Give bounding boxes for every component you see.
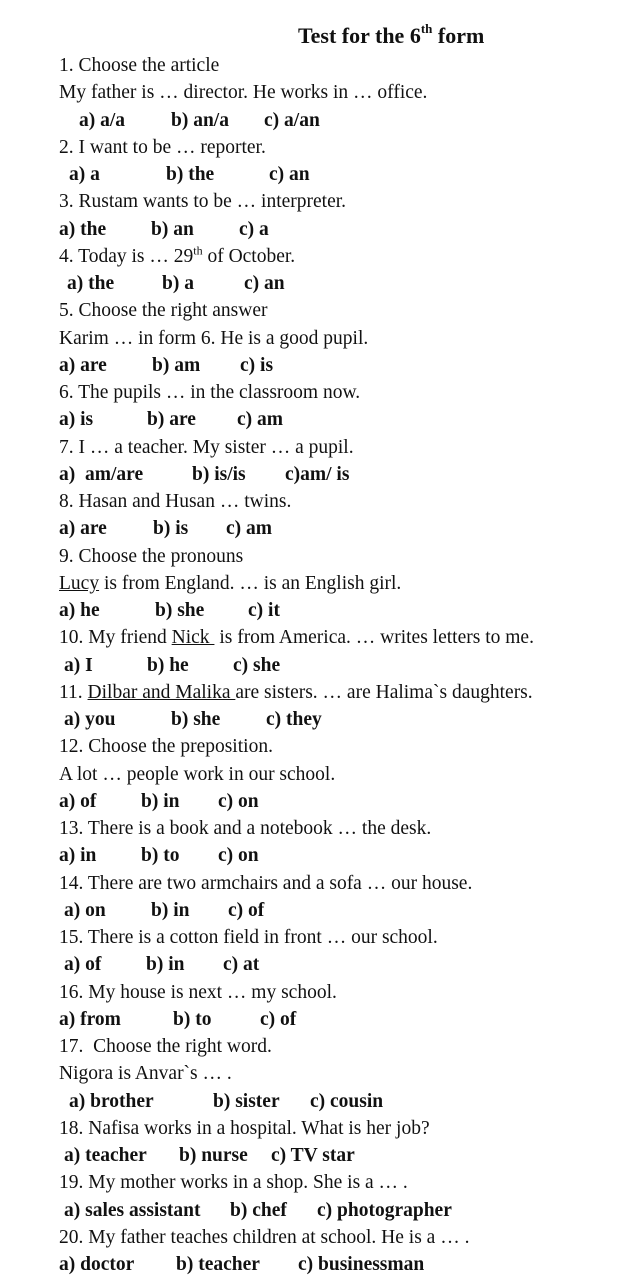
answer-option: a) are [59, 354, 107, 376]
answer-option: b) nurse [179, 1145, 248, 1166]
answer-option: a) a [69, 164, 100, 185]
question-text: 1. Choose the article [59, 55, 220, 76]
title-superscript: th [420, 20, 433, 36]
question-list [0, 52, 639, 1278]
answer-option: b) in [146, 954, 185, 976]
answer-option: a) a/a [79, 109, 126, 131]
question-line [0, 924, 639, 951]
answer-options [0, 515, 639, 542]
title-main: Test for the 6 [298, 23, 421, 48]
answer-option: b) she [155, 600, 205, 621]
answer-options [0, 107, 639, 134]
answer-option: c) she [233, 654, 281, 676]
answer-option: b) teacher [176, 1254, 260, 1275]
question-line [0, 679, 639, 706]
answer-option: c) a/an [264, 109, 320, 131]
page-title [0, 22, 639, 50]
answer-option: c) on [218, 845, 259, 867]
question-text: A lot … people work in our school. [59, 763, 336, 785]
answer-option: c) is [240, 354, 274, 376]
question-line [0, 570, 639, 597]
question-text: Karim … in form 6. He is a good pupil. [59, 327, 369, 349]
answer-option: c)am/ is [285, 463, 350, 485]
answer-option: c) TV star [271, 1145, 355, 1166]
question-line [0, 297, 639, 324]
answer-option: c) of [260, 1008, 297, 1030]
answer-options [0, 706, 639, 733]
text-segment: 10. My friend [59, 627, 172, 649]
answer-option: a) of [64, 954, 102, 976]
answer-option: a) am/are [59, 463, 144, 485]
text-segment: are sisters. … are Halima`s daughters. [235, 681, 533, 703]
answer-option: b) a [162, 273, 194, 294]
question-line [0, 434, 639, 461]
answer-options [0, 842, 639, 869]
answer-option: c) cousin [310, 1090, 384, 1112]
answer-option: b) to [173, 1008, 212, 1030]
question-line [0, 79, 639, 106]
question-line [0, 761, 639, 788]
question-text: 19. My mother works in a shop. She is a … . [59, 1172, 408, 1194]
answer-option: b) to [141, 845, 180, 867]
question-text: 5. Choose the right answer [59, 300, 268, 322]
answer-option: a) I [64, 654, 93, 676]
answer-option: c) am [237, 409, 284, 431]
answer-option: c) an [269, 164, 310, 185]
underlined-word: Lucy [59, 572, 100, 594]
question-line [0, 815, 639, 842]
question-text: My father is … director. He works in … office. [59, 82, 428, 104]
answer-option: a) are [59, 518, 107, 540]
question-line [0, 379, 639, 406]
text-segment: 11. [59, 681, 88, 703]
question-text: 18. Nafisa works in a hospital. What is her job? [59, 1117, 430, 1139]
question-line [0, 543, 639, 570]
answer-option: a) you [64, 709, 116, 730]
answer-option: c) an [244, 273, 285, 294]
answer-options [0, 1251, 639, 1278]
answer-options [0, 406, 639, 433]
answer-options [0, 788, 639, 815]
answer-options [0, 270, 639, 297]
question-line [0, 188, 639, 215]
question-text: Nigora is Anvar`s … . [59, 1063, 232, 1085]
question-text: 7. I … a teacher. My sister … a pupil. [59, 436, 354, 458]
question-line [0, 325, 639, 352]
answer-option: b) is [153, 518, 189, 540]
answer-option: a) the [59, 218, 107, 240]
answer-option: a) on [64, 899, 106, 921]
answer-option: b) chef [230, 1199, 287, 1221]
question-text: 15. There is a cotton field in front … our school. [59, 927, 438, 948]
question-text: 2. I want to be … reporter. [59, 136, 266, 158]
question-line [0, 52, 639, 79]
answer-options [0, 897, 639, 924]
question-line [0, 979, 639, 1006]
answer-option: a) sales assistant [64, 1199, 201, 1221]
text-segment: of October. [202, 245, 296, 267]
answer-option: c) businessman [298, 1254, 425, 1275]
question-text: 9. Choose the pronouns [59, 545, 244, 567]
question-text: 13. There is a book and a notebook … the desk. [59, 818, 432, 839]
answer-options [0, 352, 639, 379]
answer-options [0, 1006, 639, 1033]
question-line [0, 243, 639, 270]
answer-option: a) of [59, 790, 97, 812]
underlined-word: Nick [171, 627, 215, 649]
answer-option: c) it [248, 600, 280, 621]
answer-option: b) in [141, 790, 180, 812]
answer-option: c) a [239, 218, 269, 240]
answer-option: a) in [59, 845, 97, 867]
question-text: 17. Choose the right word. [59, 1036, 272, 1057]
answer-options [0, 652, 639, 679]
answer-option: b) is/is [192, 463, 246, 485]
answer-options [0, 461, 639, 488]
answer-options [0, 216, 639, 243]
answer-options [0, 1197, 639, 1224]
answer-option: b) sister [213, 1090, 280, 1112]
answer-option: c) of [228, 899, 265, 921]
answer-option: a) doctor [59, 1254, 135, 1275]
answer-option: c) am [226, 518, 273, 540]
answer-options [0, 597, 639, 624]
answer-option: a) is [59, 409, 94, 431]
answer-option: c) on [218, 790, 259, 812]
answer-option: a) the [67, 273, 115, 294]
question-line [0, 1060, 639, 1087]
answer-option: b) the [166, 164, 215, 185]
superscript: th [193, 243, 203, 258]
text-segment: is from America. … writes letters to me. [214, 627, 534, 649]
question-line [0, 488, 639, 515]
answer-option: a) brother [69, 1090, 154, 1112]
answer-options [0, 951, 639, 978]
question-line [0, 1115, 639, 1142]
question-text: 8. Hasan and Husan … twins. [59, 491, 292, 512]
answer-options [0, 1142, 639, 1169]
question-line [0, 624, 639, 651]
answer-option: b) an/a [171, 109, 229, 131]
answer-option: c) they [266, 709, 322, 730]
question-line [0, 870, 639, 897]
underlined-word: Dilbar and Malika [87, 681, 236, 703]
answer-option: b) she [171, 709, 221, 730]
question-text: 6. The pupils … in the classroom now. [59, 382, 361, 403]
answer-option: c) at [223, 954, 260, 976]
text-segment: 4. Today is … 29 [59, 245, 194, 267]
answer-option: b) are [147, 409, 196, 431]
question-text: 20. My father teaches children at school. He is a … . [59, 1226, 470, 1248]
question-line [0, 733, 639, 760]
title-tail: form [432, 23, 485, 48]
answer-option: b) he [147, 654, 189, 676]
answer-option: b) am [152, 354, 201, 376]
question-text: 14. There are two armchairs and a sofa … our house. [59, 872, 473, 894]
answer-option: b) an [151, 218, 194, 240]
question-line [0, 1033, 639, 1060]
answer-option: b) in [151, 899, 190, 921]
question-text: 16. My house is next … my school. [59, 981, 337, 1003]
answer-option: a) he [59, 600, 100, 621]
answer-options [0, 1088, 639, 1115]
question-line [0, 1224, 639, 1251]
question-line [0, 1169, 639, 1196]
answer-option: c) photographer [317, 1199, 452, 1221]
question-text: 12. Choose the preposition. [59, 736, 273, 758]
answer-option: a) teacher [64, 1145, 147, 1166]
question-text: 3. Rustam wants to be … interpreter. [59, 191, 347, 213]
answer-option: a) from [59, 1008, 121, 1030]
answer-options [0, 161, 639, 188]
question-line [0, 134, 639, 161]
text-segment: is from England. … is an English girl. [99, 572, 402, 594]
